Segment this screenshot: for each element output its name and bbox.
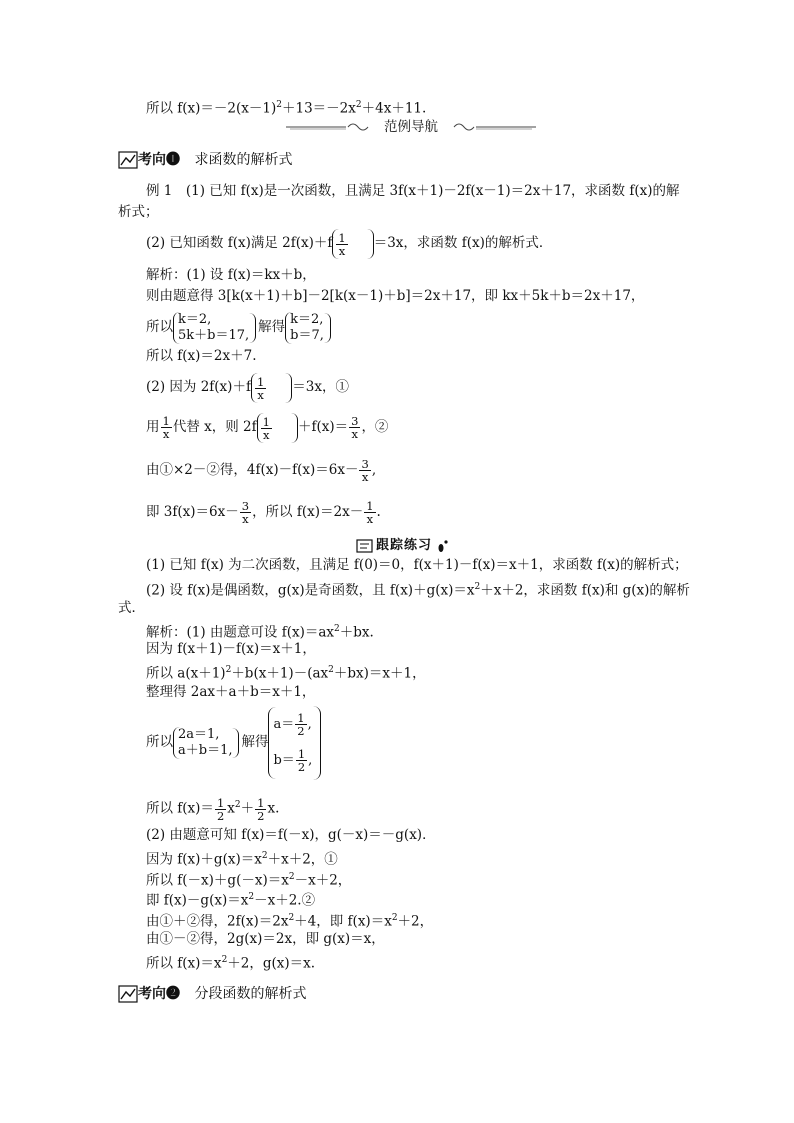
practice-part2-line-1: (2) 由题意可知 f(x)＝f(－x)，g(－x)＝－g(x)． xyxy=(146,827,436,843)
practice-part2-line-6: 由①－②得，2g(x)＝2x，即 g(x)＝x， xyxy=(146,931,385,947)
practice-part2-line-3: 所以 $f(-x)+g(-x)=x^2-x+2$， xyxy=(146,872,352,889)
practice-question-1: (1) 已知 f(x) 为二次函数，且满足 f(0)＝0，f(x＋1)－f(x)＝x＋1，求函数 f(x)的解析式； xyxy=(146,557,688,573)
example-line-2: 析式； xyxy=(118,204,159,220)
solution-line-3: 所以 f(x)＝2x＋7. xyxy=(146,348,257,364)
section-header-1 xyxy=(118,150,292,170)
practice-result-f: 所以 f(x)＝ $\frac{1}{2}$ $x^2+$ $\frac{1}{2}$ x. xyxy=(146,795,280,823)
pencil-note-icon xyxy=(356,538,376,554)
practice-solution-3: 所以 $a(x+1)^2+b(x+1)-(ax^2+bx)=x+1$， xyxy=(146,665,426,682)
practice-title: 跟踪练习 xyxy=(376,538,433,553)
practice-solution-1: 解析：(1) 由题意可设 $f(x)=ax^2+bx$. xyxy=(146,624,374,641)
practice-banner xyxy=(356,534,450,552)
practice-part2-line-7: 所以 $f(x)=x^2+2$，g(x)＝x. xyxy=(146,955,316,972)
example-question-2: (2) 已知函数 f(x)满足 2f(x)＋f $\frac{1}{x}$ ＝3x，求函数 f(x)的解析式． xyxy=(146,230,553,258)
practice-part2-line-2: 因为 $f(x)+g(x)=x^2+x+2$，① xyxy=(146,851,338,868)
trend-chart-icon xyxy=(118,151,138,169)
section-label: 考向❷ xyxy=(138,986,180,1002)
trend-chart-icon xyxy=(118,985,138,1003)
solution-part2-line-3: 由①×2－②得，4f(x)－f(x)＝6x－ $\frac{3}{x}$ , xyxy=(146,457,377,484)
practice-solution-4: 整理得 2ax＋a＋b＝x＋1， xyxy=(146,684,316,700)
solution-line-1: 解析：(1) 设 f(x)＝kx＋b， xyxy=(146,267,316,283)
solution-system-1: 所以 k＝2, 5k＋b＝17, 解得 k＝2, b＝7, xyxy=(146,310,333,344)
solution-part2-line-4: 即 3f(x)＝6x－ $\frac{3}{x}$ ，所以 f(x)＝2x－ $\frac{1}{x}$ . xyxy=(146,499,381,526)
example-banner xyxy=(286,117,536,137)
footprint-icon xyxy=(436,538,450,554)
practice-system: 所以 2a＝1, a＋b＝1, 解得 a＝ $\frac{1}{2}$ , b＝ $\frac{1}{2}$ , xyxy=(146,704,321,780)
practice-part2-line-4: 即 $f(x)-g(x)=x^2-x+2.②$ xyxy=(146,892,316,909)
practice-part2-line-5: 由①＋②得，$2f(x)=2x^2+4$，即 $f(x)=x^2+2$， xyxy=(146,913,434,930)
solution-part2-line-2: 用 $\frac{1}{x}$ 代替 x，则 2f $\frac{1}{x}$ ＋f(x)＝ $\frac{3}{x}$ ，② xyxy=(146,414,389,442)
section-header-2 xyxy=(118,984,306,1004)
top-result-line: 所以 $f(x)=-2(x-1)^2+13=-2x^2+4x+11$. xyxy=(146,100,427,117)
section-label: 考向❶ xyxy=(138,152,180,168)
section-title: 分段函数的解析式 xyxy=(194,986,307,1002)
practice-question-2: (2) 设 f(x)是偶函数，g(x)是奇函数，且 $f(x)+g(x)=x^2+x+2$，求函数 f(x)和 g(x)的解析 xyxy=(146,582,690,599)
practice-question-2-cont: 式． xyxy=(118,600,145,616)
banner-title: 范例导航 xyxy=(384,119,438,135)
example-line-1: 例 1 (1) 已知 f(x)是一次函数，且满足 3f(x＋1)－2f(x－1)＝2x＋17，求函数 f(x)的解 xyxy=(146,183,680,199)
section-title: 求函数的解析式 xyxy=(194,152,293,168)
practice-solution-2: 因为 f(x＋1)－f(x)＝x＋1， xyxy=(146,641,316,657)
solution-line-2: 则由题意得 3[k(x＋1)＋b]－2[k(x－1)＋b]＝2x＋17，即 kx＋5k＋b＝2x＋17， xyxy=(146,288,645,304)
solution-part2-line-1: (2) 因为 2f(x)＋f $\frac{1}{x}$ ＝3x，① xyxy=(146,374,349,402)
